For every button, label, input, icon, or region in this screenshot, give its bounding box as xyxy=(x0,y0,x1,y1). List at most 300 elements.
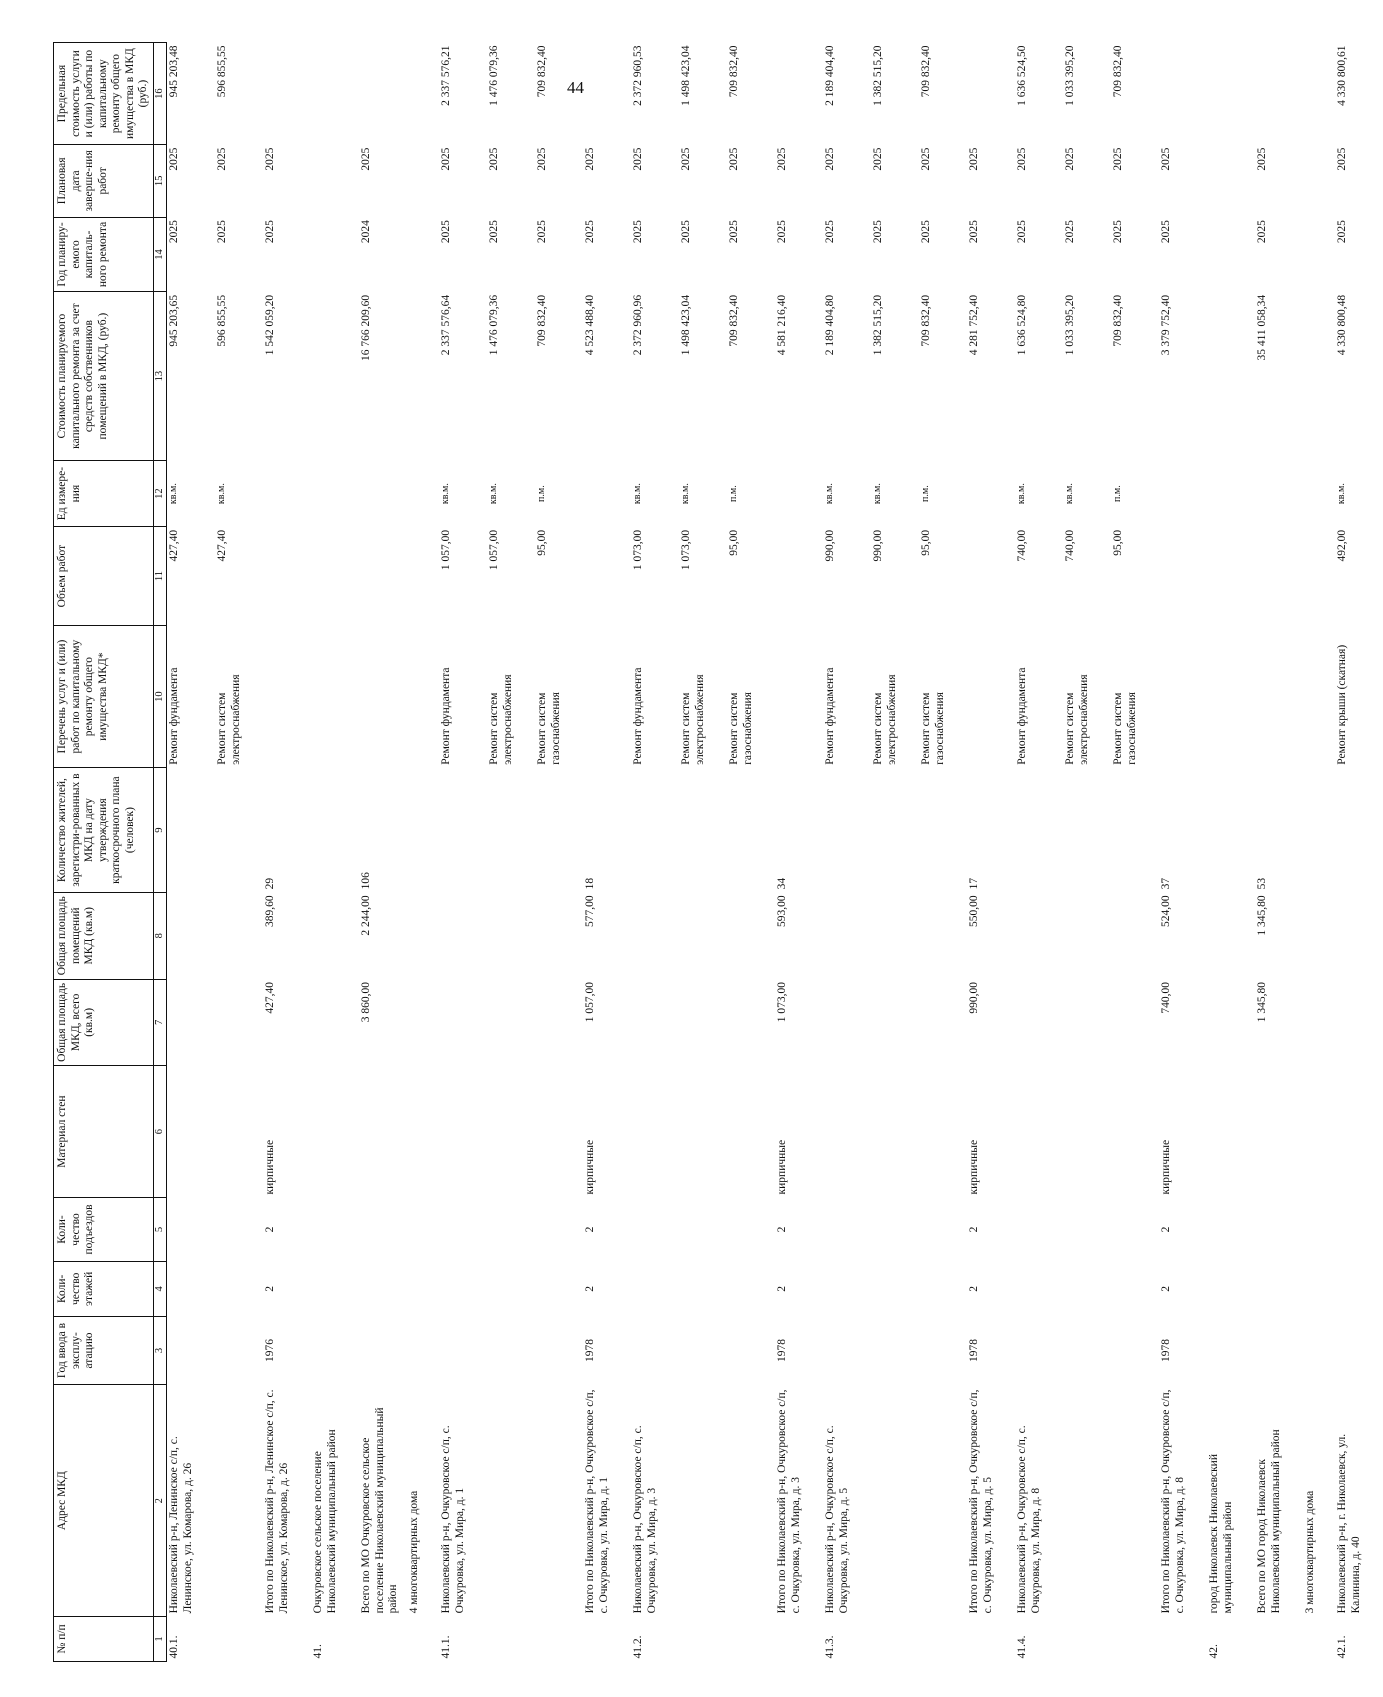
table-cell-col-12 xyxy=(359,460,407,526)
table-cell-col-16 xyxy=(311,43,359,145)
table-cell-col-10: Ремонт систем газоснабжения xyxy=(536,692,562,765)
table-cell-col-4: 2 xyxy=(968,1285,981,1292)
table-cell-col-1 xyxy=(263,1616,311,1661)
table-cell-col-6 xyxy=(1335,1066,1383,1198)
table-cell-col-12: кв.м. xyxy=(440,483,452,505)
table-cell-col-1 xyxy=(1111,1616,1159,1661)
table-cell-col-4 xyxy=(359,1262,407,1317)
table-cell-col-3 xyxy=(1207,1316,1255,1385)
header-cell: Объем работ xyxy=(54,527,154,626)
table-cell-col-4 xyxy=(215,1262,263,1317)
table-cell-col-5 xyxy=(919,1197,967,1261)
table-row xyxy=(1207,43,1255,1662)
table-cell-col-4: 2 xyxy=(1160,1285,1173,1292)
table-cell-col-6 xyxy=(1207,1066,1255,1198)
table-cell-col-4 xyxy=(1335,1262,1383,1317)
table-cell-col-13 xyxy=(1303,292,1335,461)
table-cell-col-15: 2025 xyxy=(536,147,549,171)
table-cell-col-6 xyxy=(1015,1066,1063,1198)
table-cell-col-11: 492,00 xyxy=(1336,529,1349,562)
column-number: 6 xyxy=(153,1066,166,1198)
table-cell-col-4 xyxy=(679,1262,727,1317)
table-cell-col-2 xyxy=(535,1385,583,1616)
table-cell-col-2: Николаевский р-н, Очкуровское с/п, с. Очкуровка, ул. Мира, д. 1 xyxy=(440,1425,466,1614)
table-cell-col-5 xyxy=(1303,1197,1335,1261)
table-cell-col-12: кв.м. xyxy=(824,483,836,505)
table-cell-col-8 xyxy=(919,892,967,979)
table-cell-col-14: 2025 xyxy=(1064,220,1077,244)
table-cell-col-4: 2 xyxy=(776,1285,789,1292)
table-cell-col-9 xyxy=(1015,768,1063,893)
table-cell-col-13: 709 832,40 xyxy=(536,294,549,347)
table-cell-col-10: Ремонт систем электроснабжения xyxy=(488,674,514,765)
table-row xyxy=(439,43,487,1662)
table-cell-col-8 xyxy=(311,892,359,979)
table-cell-col-3: 1978 xyxy=(776,1339,789,1363)
table-cell-col-5 xyxy=(1063,1197,1111,1261)
table-cell-col-14: 2025 xyxy=(920,220,933,244)
column-number: 16 xyxy=(153,43,166,145)
table-cell-col-6 xyxy=(215,1066,263,1198)
header-cell: Перечень услуг и (или) работ по капитальному ремонту общего имущества МКД* xyxy=(54,625,154,767)
table-cell-col-8 xyxy=(1015,892,1063,979)
table-row xyxy=(359,43,407,1662)
table-row xyxy=(1255,43,1303,1662)
table-cell-col-5: 2 xyxy=(968,1226,981,1233)
table-cell-col-14: 2025 xyxy=(968,220,981,244)
table-cell-col-13: 709 832,40 xyxy=(920,294,933,347)
column-number: 5 xyxy=(153,1197,166,1261)
table-cell-col-7 xyxy=(1015,979,1063,1066)
table-cell-col-16 xyxy=(1303,43,1335,145)
table-cell-col-14: 2025 xyxy=(1112,220,1125,244)
table-cell-col-10 xyxy=(1303,625,1335,767)
table-cell-col-3 xyxy=(215,1316,263,1385)
table-cell-col-14: 2025 xyxy=(264,220,277,244)
table-cell-col-6: кирпичные xyxy=(1160,1139,1173,1195)
table-cell-col-15: 2025 xyxy=(1256,147,1269,171)
table-cell-col-1 xyxy=(727,1616,775,1661)
table-cell-col-3 xyxy=(1111,1316,1159,1385)
table-cell-col-16 xyxy=(1159,43,1207,145)
table-cell-col-12: п.м. xyxy=(728,485,740,502)
table-cell-col-1: 41. xyxy=(312,1644,325,1659)
table-cell-col-16: 596 855,55 xyxy=(216,45,229,98)
table-cell-col-9 xyxy=(631,768,679,893)
table-cell-col-9 xyxy=(1111,768,1159,893)
table-cell-col-7 xyxy=(919,979,967,1066)
table-cell-col-6 xyxy=(871,1066,919,1198)
table-cell-col-5 xyxy=(1111,1197,1159,1261)
table-cell-col-10: Ремонт фундамента xyxy=(632,667,645,765)
table-cell-col-16: 1 033 395,20 xyxy=(1064,45,1077,106)
table-cell-col-8 xyxy=(407,892,439,979)
table-cell-col-15: 2025 xyxy=(872,147,885,171)
table-cell-col-11 xyxy=(359,527,407,626)
table-cell-col-13: 2 337 576,64 xyxy=(440,294,453,356)
table-cell-col-13: 596 855,55 xyxy=(216,294,229,347)
table-cell-col-13: 3 379 752,40 xyxy=(1160,294,1173,356)
table-cell-col-7: 1 345,80 xyxy=(1256,982,1269,1023)
table-cell-col-12 xyxy=(263,460,311,526)
table-cell-col-9 xyxy=(439,768,487,893)
table-cell-col-3 xyxy=(631,1316,679,1385)
table-cell-col-5 xyxy=(727,1197,775,1261)
table-cell-col-4 xyxy=(1255,1262,1303,1317)
table-cell-col-7 xyxy=(535,979,583,1066)
table-cell-col-16: 709 832,40 xyxy=(1112,45,1125,98)
table-cell-col-11 xyxy=(1255,527,1303,626)
table-cell-col-7: 990,00 xyxy=(968,982,981,1014)
table-cell-col-3 xyxy=(1303,1316,1335,1385)
header-cell: Материал стен xyxy=(54,1066,154,1198)
table-cell-col-4 xyxy=(1111,1262,1159,1317)
table-cell-col-8 xyxy=(167,892,216,979)
header-cell: Ед измере-ния xyxy=(54,460,154,526)
table-cell-col-5: 2 xyxy=(1160,1226,1173,1233)
table-cell-col-6 xyxy=(407,1066,439,1198)
header-cell: Адрес МКД xyxy=(54,1385,154,1616)
table-cell-col-11: 427,40 xyxy=(168,529,181,562)
table-cell-col-9 xyxy=(311,768,359,893)
table-cell-col-11 xyxy=(967,527,1015,626)
header-cell: Общая площадь помещений МКД (кв.м) xyxy=(54,892,154,979)
table-cell-col-7: 1 073,00 xyxy=(776,982,789,1023)
table-row xyxy=(1303,43,1335,1662)
table-cell-col-14: 2025 xyxy=(536,220,549,244)
table-cell-col-5 xyxy=(535,1197,583,1261)
table-cell-col-3 xyxy=(167,1316,216,1385)
column-number: 15 xyxy=(153,145,166,217)
table-cell-col-9: 17 xyxy=(968,877,981,890)
table-cell-col-12 xyxy=(407,460,439,526)
table-cell-col-4 xyxy=(535,1262,583,1317)
header-cell: Год ввода в эксплу-атацию xyxy=(54,1316,154,1385)
table-cell-col-15: 2025 xyxy=(728,147,741,171)
table-cell-col-11: 95,00 xyxy=(536,529,549,556)
table-cell-col-15 xyxy=(1207,145,1255,217)
table-row xyxy=(263,43,311,1662)
table-cell-col-12: кв.м. xyxy=(680,483,692,505)
table-cell-col-14: 2025 xyxy=(1016,220,1029,244)
table-cell-col-15: 2025 xyxy=(1336,147,1349,171)
table-cell-col-5 xyxy=(215,1197,263,1261)
table-cell-col-5 xyxy=(823,1197,871,1261)
table-cell-col-1 xyxy=(487,1616,535,1661)
table-cell-col-8: 389,60 xyxy=(264,895,277,928)
table-cell-col-2 xyxy=(679,1385,727,1616)
table-cell-col-14: 2025 xyxy=(632,220,645,244)
table-cell-col-9 xyxy=(1063,768,1111,893)
table-cell-col-10 xyxy=(1207,625,1255,767)
table-cell-col-12 xyxy=(1159,460,1207,526)
table-cell-col-14: 2025 xyxy=(488,220,501,244)
table-row xyxy=(487,43,535,1662)
table-cell-col-2: Николаевский р-н, Очкуровское с/п, с. Очкуровка, ул. Мира, д. 5 xyxy=(824,1425,850,1614)
table-cell-col-3 xyxy=(919,1316,967,1385)
table-cell-col-15: 2025 xyxy=(920,147,933,171)
column-number: 9 xyxy=(153,768,166,893)
table-row xyxy=(823,43,871,1662)
table-cell-col-3 xyxy=(535,1316,583,1385)
table-cell-col-10 xyxy=(263,625,311,767)
table-cell-col-11 xyxy=(775,527,823,626)
table-cell-col-12: кв.м. xyxy=(872,483,884,505)
table-cell-col-2: Итого по Николаевский р-н, Ленинское с/п, с. Ленинское, ул. Комарова, д. 26 xyxy=(264,1389,290,1614)
table-cell-col-1 xyxy=(967,1616,1015,1661)
column-number: 2 xyxy=(153,1385,166,1616)
column-number: 4 xyxy=(153,1262,166,1317)
table-cell-col-3 xyxy=(311,1316,359,1385)
table-cell-col-15: 2025 xyxy=(1064,147,1077,171)
table-row xyxy=(583,43,631,1662)
table-cell-col-14: 2024 xyxy=(360,220,373,244)
column-number: 3 xyxy=(153,1316,166,1385)
table-cell-col-4 xyxy=(1207,1262,1255,1317)
table-cell-col-12: кв.м. xyxy=(1016,483,1028,505)
table-cell-col-11 xyxy=(311,527,359,626)
table-cell-col-3 xyxy=(727,1316,775,1385)
table-cell-col-16: 2 337 576,21 xyxy=(440,45,453,106)
table-cell-col-16: 709 832,40 xyxy=(536,45,549,98)
table-cell-col-11: 1 073,00 xyxy=(632,529,645,571)
table-cell-col-16 xyxy=(583,43,631,145)
header-cell: Плановая дата заверше-ния работ xyxy=(54,145,154,217)
table-cell-col-4 xyxy=(823,1262,871,1317)
table-cell-col-3 xyxy=(407,1316,439,1385)
table-row xyxy=(311,43,359,1662)
table-cell-col-3 xyxy=(1063,1316,1111,1385)
table-cell-col-13 xyxy=(311,292,359,461)
table-cell-col-9: 37 xyxy=(1160,877,1173,890)
table-cell-col-13: 945 203,65 xyxy=(168,294,181,347)
table-cell-col-12 xyxy=(1303,460,1335,526)
table-cell-col-11 xyxy=(1303,527,1335,626)
table-cell-col-9 xyxy=(407,768,439,893)
table-cell-col-3 xyxy=(487,1316,535,1385)
table-cell-col-11: 427,40 xyxy=(216,529,229,562)
table-cell-col-7: 740,00 xyxy=(1160,982,1173,1014)
table-cell-col-7 xyxy=(1303,979,1335,1066)
table-cell-col-11 xyxy=(1207,527,1255,626)
table-cell-col-2: Николаевский р-н, Очкуровское с/п, с. Очкуровка, ул. Мира, д. 8 xyxy=(1016,1425,1042,1614)
table-cell-col-8 xyxy=(1111,892,1159,979)
table-cell-col-12 xyxy=(775,460,823,526)
table-cell-col-9: 29 xyxy=(264,877,277,890)
table-cell-col-5 xyxy=(631,1197,679,1261)
table-cell-col-10: Ремонт фундамента xyxy=(824,667,837,765)
table-cell-col-13: 4 281 752,40 xyxy=(968,294,981,356)
table-cell-col-9 xyxy=(1335,768,1383,893)
table-cell-col-14 xyxy=(311,217,359,292)
table-cell-col-4 xyxy=(1063,1262,1111,1317)
table-cell-col-6 xyxy=(1111,1066,1159,1198)
table-cell-col-10 xyxy=(311,625,359,767)
table-cell-col-2: город Николаевск Николаевский муниципальный район xyxy=(1208,1454,1234,1614)
table-cell-col-6 xyxy=(311,1066,359,1198)
table-cell-col-11 xyxy=(263,527,311,626)
table-cell-col-6 xyxy=(823,1066,871,1198)
table-cell-col-1: 42. xyxy=(1208,1644,1221,1659)
table-cell-col-13 xyxy=(407,292,439,461)
table-cell-col-7 xyxy=(407,979,439,1066)
table-cell-col-12 xyxy=(583,460,631,526)
table-cell-col-15: 2025 xyxy=(680,147,693,171)
table-row xyxy=(1015,43,1063,1662)
table-cell-col-16: 2 372 960,53 xyxy=(632,45,645,106)
table-cell-col-8: 577,00 xyxy=(584,895,597,928)
table-cell-col-12 xyxy=(967,460,1015,526)
table-cell-col-9 xyxy=(167,768,216,893)
table-cell-col-6 xyxy=(631,1066,679,1198)
table-row xyxy=(1335,43,1383,1662)
table-cell-col-8: 1 345,80 xyxy=(1256,895,1269,936)
table-cell-col-3: 1978 xyxy=(1160,1339,1173,1363)
table-cell-col-1 xyxy=(775,1616,823,1661)
table-cell-col-15: 2025 xyxy=(584,147,597,171)
table-cell-col-15: 2025 xyxy=(1112,147,1125,171)
table-cell-col-2: Николаевский р-н, г. Николаевск, ул. Калинина, д. 40 xyxy=(1336,1433,1362,1614)
table-cell-col-8 xyxy=(1335,892,1383,979)
table-cell-col-8 xyxy=(823,892,871,979)
table-cell-col-2 xyxy=(1063,1385,1111,1616)
table-cell-col-10 xyxy=(967,625,1015,767)
table-cell-col-4 xyxy=(631,1262,679,1317)
table-cell-col-8 xyxy=(727,892,775,979)
table-cell-col-16: 1 636 524,50 xyxy=(1016,45,1029,106)
table-cell-col-7: 1 057,00 xyxy=(584,982,597,1023)
table-cell-col-14: 2025 xyxy=(872,220,885,244)
table-cell-col-6 xyxy=(487,1066,535,1198)
table-cell-col-8 xyxy=(1063,892,1111,979)
table-cell-col-4: 2 xyxy=(264,1285,277,1292)
table-cell-col-10 xyxy=(583,625,631,767)
table-row xyxy=(967,43,1015,1662)
table-cell-col-6 xyxy=(439,1066,487,1198)
table-cell-col-8 xyxy=(215,892,263,979)
table-cell-col-7 xyxy=(871,979,919,1066)
table-cell-col-5 xyxy=(679,1197,727,1261)
table-cell-col-2 xyxy=(871,1385,919,1616)
table-cell-col-9 xyxy=(215,768,263,893)
table-cell-col-14: 2025 xyxy=(216,220,229,244)
table-cell-col-10 xyxy=(407,625,439,767)
table-cell-col-15 xyxy=(1303,145,1335,217)
table-cell-col-9 xyxy=(679,768,727,893)
table-cell-col-10: Ремонт систем электроснабжения xyxy=(872,674,898,765)
table-cell-col-10: Ремонт систем газоснабжения xyxy=(1112,692,1138,765)
table-cell-col-6 xyxy=(679,1066,727,1198)
table-row xyxy=(775,43,823,1662)
table-cell-col-5: 2 xyxy=(264,1226,277,1233)
table-cell-col-10: Ремонт крыши (скатная) xyxy=(1336,644,1349,765)
table-cell-col-5 xyxy=(167,1197,216,1261)
table-cell-col-12: кв.м. xyxy=(488,483,500,505)
table-cell-col-9 xyxy=(1207,768,1255,893)
table-cell-col-10: Ремонт фундамента xyxy=(1016,667,1029,765)
table-cell-col-11: 740,00 xyxy=(1016,529,1029,562)
table-cell-col-13: 35 411 058,34 xyxy=(1256,294,1269,361)
table-cell-col-13: 2 189 404,80 xyxy=(824,294,837,356)
table-cell-col-14: 2025 xyxy=(728,220,741,244)
table-cell-col-1 xyxy=(359,1616,407,1661)
table-cell-col-15: 2025 xyxy=(968,147,981,171)
column-number-row xyxy=(153,43,166,1662)
table-cell-col-9 xyxy=(919,768,967,893)
table-row xyxy=(535,43,583,1662)
table-cell-col-3 xyxy=(1335,1316,1383,1385)
table-cell-col-5 xyxy=(1207,1197,1255,1261)
table-cell-col-5: 2 xyxy=(584,1226,597,1233)
table-cell-col-5 xyxy=(359,1197,407,1261)
table-cell-col-1 xyxy=(1255,1616,1303,1661)
table-cell-col-16 xyxy=(1255,43,1303,145)
table-cell-col-15: 2025 xyxy=(1160,147,1173,171)
table-cell-col-6: кирпичные xyxy=(776,1139,789,1195)
table-cell-col-2 xyxy=(727,1385,775,1616)
table-cell-col-16 xyxy=(359,43,407,145)
table-cell-col-1 xyxy=(535,1616,583,1661)
table-cell-col-10 xyxy=(1159,625,1207,767)
table-cell-col-6 xyxy=(727,1066,775,1198)
table-cell-col-2: Итого по Николаевский р-н, Очкуровское с/п, с. Очкуровка, ул. Мира, д. 5 xyxy=(968,1389,994,1614)
table-cell-col-16 xyxy=(967,43,1015,145)
table-cell-col-2 xyxy=(215,1385,263,1616)
table-cell-col-13: 4 330 800,48 xyxy=(1336,294,1349,356)
table-cell-col-5 xyxy=(311,1197,359,1261)
header-cell: Коли-чество подъездов xyxy=(54,1197,154,1261)
table-cell-col-8 xyxy=(631,892,679,979)
table-row xyxy=(1063,43,1111,1662)
table-cell-col-13: 1 476 079,36 xyxy=(488,294,501,356)
table-cell-col-15: 2025 xyxy=(776,147,789,171)
table-cell-col-7: 3 860,00 xyxy=(360,982,373,1023)
table-cell-col-11: 95,00 xyxy=(728,529,741,556)
table-cell-col-11: 1 073,00 xyxy=(680,529,693,571)
table-cell-col-10: Ремонт фундамента xyxy=(168,667,181,765)
table-cell-col-7 xyxy=(1207,979,1255,1066)
table-cell-col-5 xyxy=(407,1197,439,1261)
table-cell-col-2: Всего по МО город Николаевск Николаевский муниципальный район xyxy=(1256,1429,1282,1614)
table-cell-col-1: 41.1. xyxy=(440,1635,453,1659)
header-cell: Стоимость планируемого капитального ремонта за счет средств собственников помещений в МКД, (руб.) xyxy=(54,292,154,461)
table-cell-col-7 xyxy=(167,979,216,1066)
column-number: 11 xyxy=(153,527,166,626)
table-cell-col-2 xyxy=(487,1385,535,1616)
table-cell-col-2: Очкуровское сельское поселение Николаевский муниципальный район xyxy=(312,1429,338,1614)
table-cell-col-1: 41.4. xyxy=(1016,1635,1029,1659)
table-cell-col-1: 41.2. xyxy=(632,1635,645,1659)
table-cell-col-1: 42.1. xyxy=(1336,1635,1349,1659)
table-cell-col-10: Ремонт систем газоснабжения xyxy=(728,692,754,765)
table-cell-col-10: Ремонт систем газоснабжения xyxy=(920,692,946,765)
table-cell-col-15 xyxy=(407,145,439,217)
table-cell-col-6: кирпичные xyxy=(264,1139,277,1195)
table-cell-col-13: 16 766 209,60 xyxy=(360,294,373,361)
header-cell: Коли-чество этажей xyxy=(54,1262,154,1317)
table-cell-col-7 xyxy=(823,979,871,1066)
table-cell-col-12: п.м. xyxy=(920,485,932,502)
table-cell-col-4 xyxy=(1303,1262,1335,1317)
table-cell-col-1 xyxy=(407,1616,439,1661)
table-cell-col-9: 106 xyxy=(360,872,373,890)
table-cell-col-9: 18 xyxy=(584,877,597,890)
table-cell-col-7 xyxy=(1111,979,1159,1066)
table-cell-col-11: 95,00 xyxy=(1112,529,1125,556)
table-cell-col-13: 4 581 216,40 xyxy=(776,294,789,356)
table-cell-col-12 xyxy=(1207,460,1255,526)
table-cell-col-14: 2025 xyxy=(584,220,597,244)
